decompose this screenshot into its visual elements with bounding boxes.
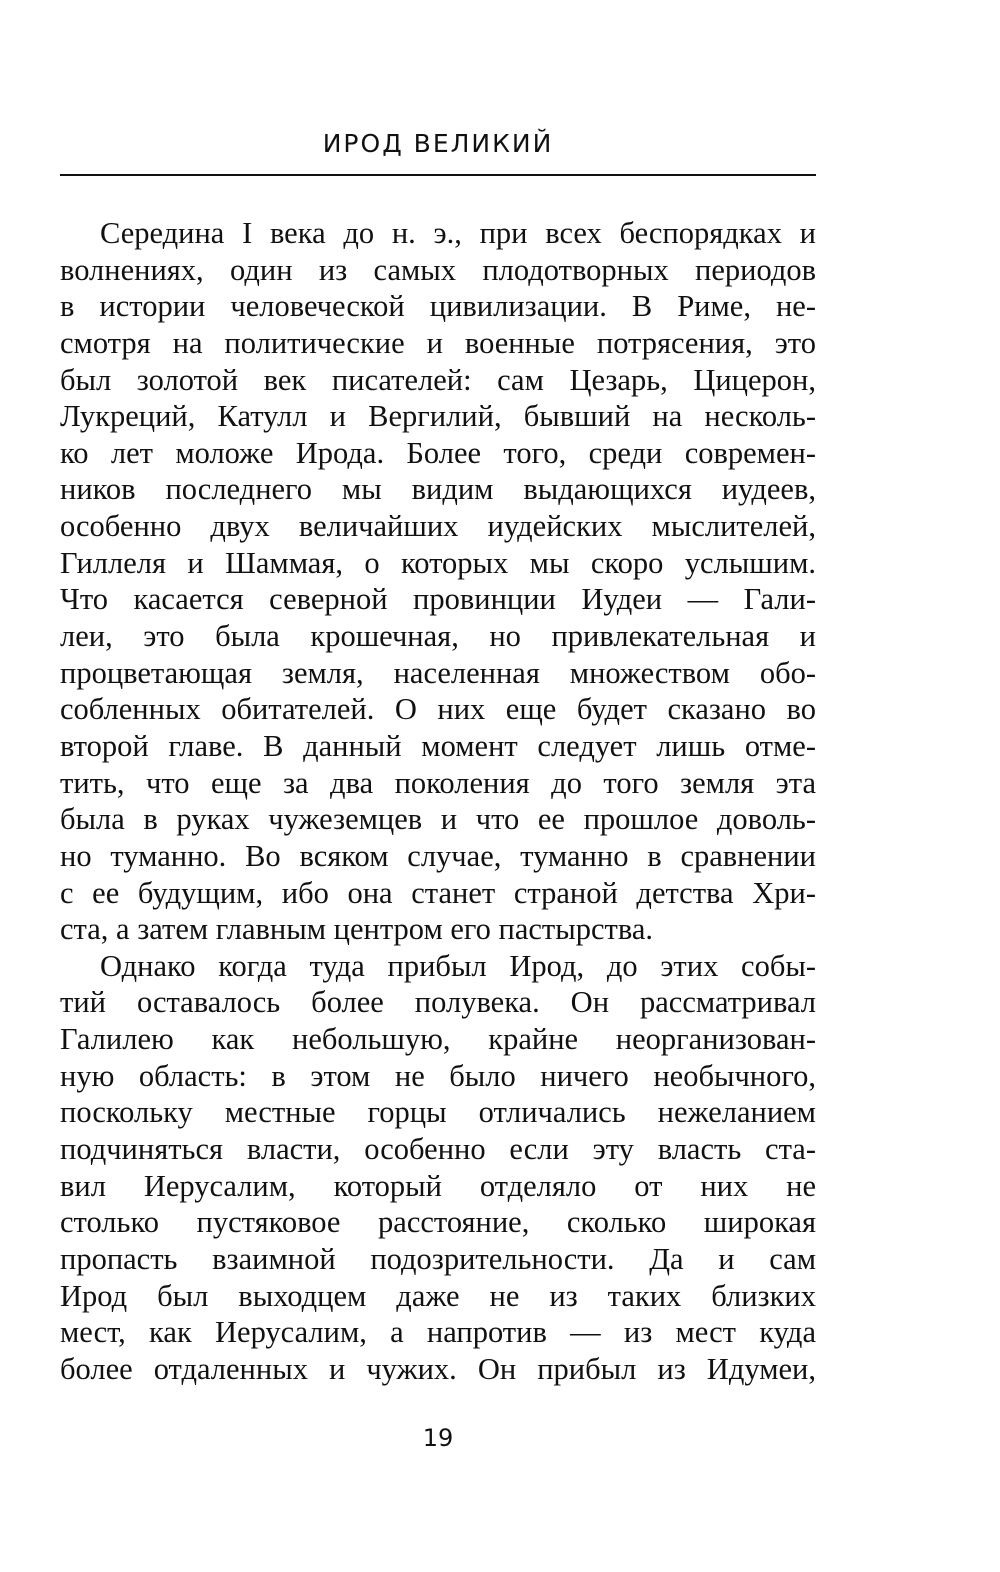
text-line: Лукреций, Катулл и Вергилий, бывший на несколь-: [60, 399, 816, 434]
running-title: ИРОД ВЕЛИКИЙ: [322, 129, 554, 158]
text-line: пропасть взаимной подозрительности. Да и сам: [60, 1241, 816, 1276]
text-line: смотря на политические и военные потрясения, это: [60, 325, 816, 360]
text-line: тить, что еще за два поколения до того земля эта: [60, 765, 816, 800]
text-line: вил Иерусалим, который отделяло от них не: [60, 1168, 816, 1203]
paragraph-2: [60, 948, 816, 1388]
text-line: леи, это была крошечная, но привлекательная и: [60, 619, 816, 654]
paragraph-1: [60, 215, 816, 948]
text-line: поскольку местные горцы отличались нежеланием: [60, 1095, 816, 1130]
text-line: ную область: в этом не было ничего необычного,: [60, 1058, 816, 1093]
text-line: столько пустяковое расстояние, сколько широкая: [60, 1205, 816, 1240]
text-line: ко лет моложе Ирода. Более того, среди современ-: [60, 435, 816, 470]
body-text: [60, 215, 816, 1388]
text-line: процветающая земля, населенная множеством обо-: [60, 655, 816, 690]
text-line: ста, а затем главным центром его пастырства.: [60, 912, 654, 947]
text-line: мест, как Иерусалим, а напротив — из мест куда: [60, 1315, 816, 1350]
text-line: Что касается северной провинции Иудеи — Гали-: [60, 582, 816, 617]
text-line: волнениях, один из самых плодотворных периодов: [60, 252, 816, 287]
text-line: второй главе. В данный момент следует лишь отме-: [60, 728, 816, 763]
text-line: подчиняться власти, особенно если эту власть ста-: [60, 1132, 816, 1167]
text-line: в истории человеческой цивилизации. В Риме, не-: [60, 289, 816, 324]
text-line: собленных обитателей. О них еще будет сказано во: [60, 692, 816, 727]
text-line: ников последнего мы видим выдающихся иудеев,: [60, 472, 816, 507]
text-line: но туманно. Во всяком случае, туманно в сравнении: [60, 838, 816, 873]
header-rule: [60, 174, 816, 176]
text-line: с ее будущим, ибо она станет страной детства Хри-: [60, 875, 816, 910]
page-number: 19: [422, 1424, 454, 1452]
text-line: особенно двух величайших иудейских мыслителей,: [60, 509, 816, 544]
text-line: был золотой век писателей: сам Цезарь, Цицерон,: [60, 362, 816, 397]
text-line: Середина I века до н. э., при всех беспорядках и: [100, 216, 816, 250]
text-line: Галилею как небольшую, крайне неорганизован-: [60, 1022, 816, 1057]
text-line: Однако когда туда прибыл Ирод, до этих собы-: [100, 948, 816, 983]
text-line: была в руках чужеземцев и что ее прошлое доволь-: [60, 802, 816, 837]
text-line: более отдаленных и чужих. Он прибыл из Идумеи,: [60, 1351, 816, 1386]
text-line: Гиллеля и Шаммая, о которых мы скоро услышим.: [60, 545, 816, 580]
text-line: тий оставалось более полувека. Он рассматривал: [60, 985, 816, 1020]
text-line: Ирод был выходцем даже не из таких близких: [60, 1278, 816, 1313]
